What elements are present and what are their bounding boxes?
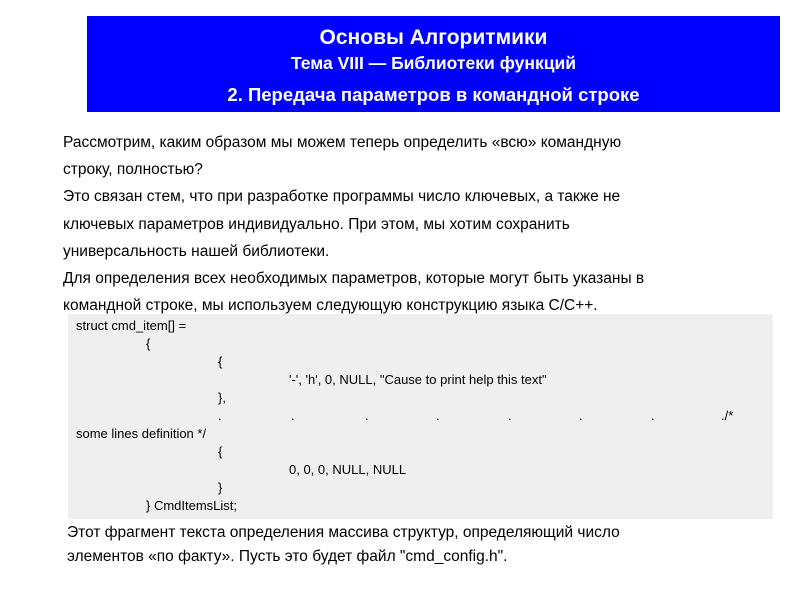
body-text bbox=[63, 129, 763, 319]
topic-title: Тема VIII — Библиотеки функций bbox=[290, 53, 577, 73]
body-line: Это связан стем, что при разработке программы число ключевых, а также не bbox=[63, 188, 621, 206]
code-close-brace: } bbox=[218, 480, 223, 495]
section-title: 2. Передача параметров в командной строке bbox=[227, 84, 640, 105]
code-open-brace: { bbox=[218, 354, 223, 369]
course-title: Основы Алгоритмики bbox=[319, 26, 548, 49]
code-dot: . bbox=[651, 408, 655, 423]
code-entry: 0, 0, 0, NULL, NULL bbox=[289, 462, 407, 477]
footer-line: Этот фрагмент текста определения массива структур, определяющий число bbox=[67, 524, 620, 541]
footer-line: элементов «по факту». Пусть это будет файл "cmd_config.h". bbox=[67, 548, 508, 565]
code-close-brace: }, bbox=[218, 390, 226, 405]
code-dot: . bbox=[365, 408, 369, 423]
body-line: Для определения всех необходимых параметров, которые могут быть указаны в bbox=[63, 270, 645, 288]
slide-header bbox=[87, 16, 780, 112]
code-open-brace: { bbox=[146, 336, 151, 351]
body-line: командной строке, мы используем следующую конструкцию языка C/C++. bbox=[63, 297, 598, 315]
code-dot: . bbox=[579, 408, 583, 423]
body-line: строку, полностью? bbox=[63, 161, 203, 179]
code-dot: . bbox=[291, 408, 295, 423]
body-line: универсальность нашей библиотеки. bbox=[63, 242, 330, 260]
code-dot: . bbox=[436, 408, 440, 423]
code-struct-declaration: struct cmd_item[] = bbox=[76, 318, 187, 333]
code-struct-end: } CmdItemsList; bbox=[146, 498, 238, 513]
code-comment-start: ./* bbox=[721, 408, 734, 423]
code-entry: '-', 'h', 0, NULL, "Cause to print help this text" bbox=[289, 372, 547, 387]
code-open-brace: { bbox=[218, 444, 223, 459]
body-line: ключевых параметров индивидуально. При этом, мы хотим сохранить bbox=[63, 215, 570, 233]
code-dot: . bbox=[218, 408, 222, 423]
code-dot: . bbox=[508, 408, 512, 423]
code-comment: some lines definition */ bbox=[76, 426, 207, 441]
body-line: Рассмотрим, каким образом мы можем теперь определить «всю» командную bbox=[63, 134, 622, 151]
footer-text bbox=[67, 521, 767, 569]
code-block bbox=[68, 314, 773, 519]
